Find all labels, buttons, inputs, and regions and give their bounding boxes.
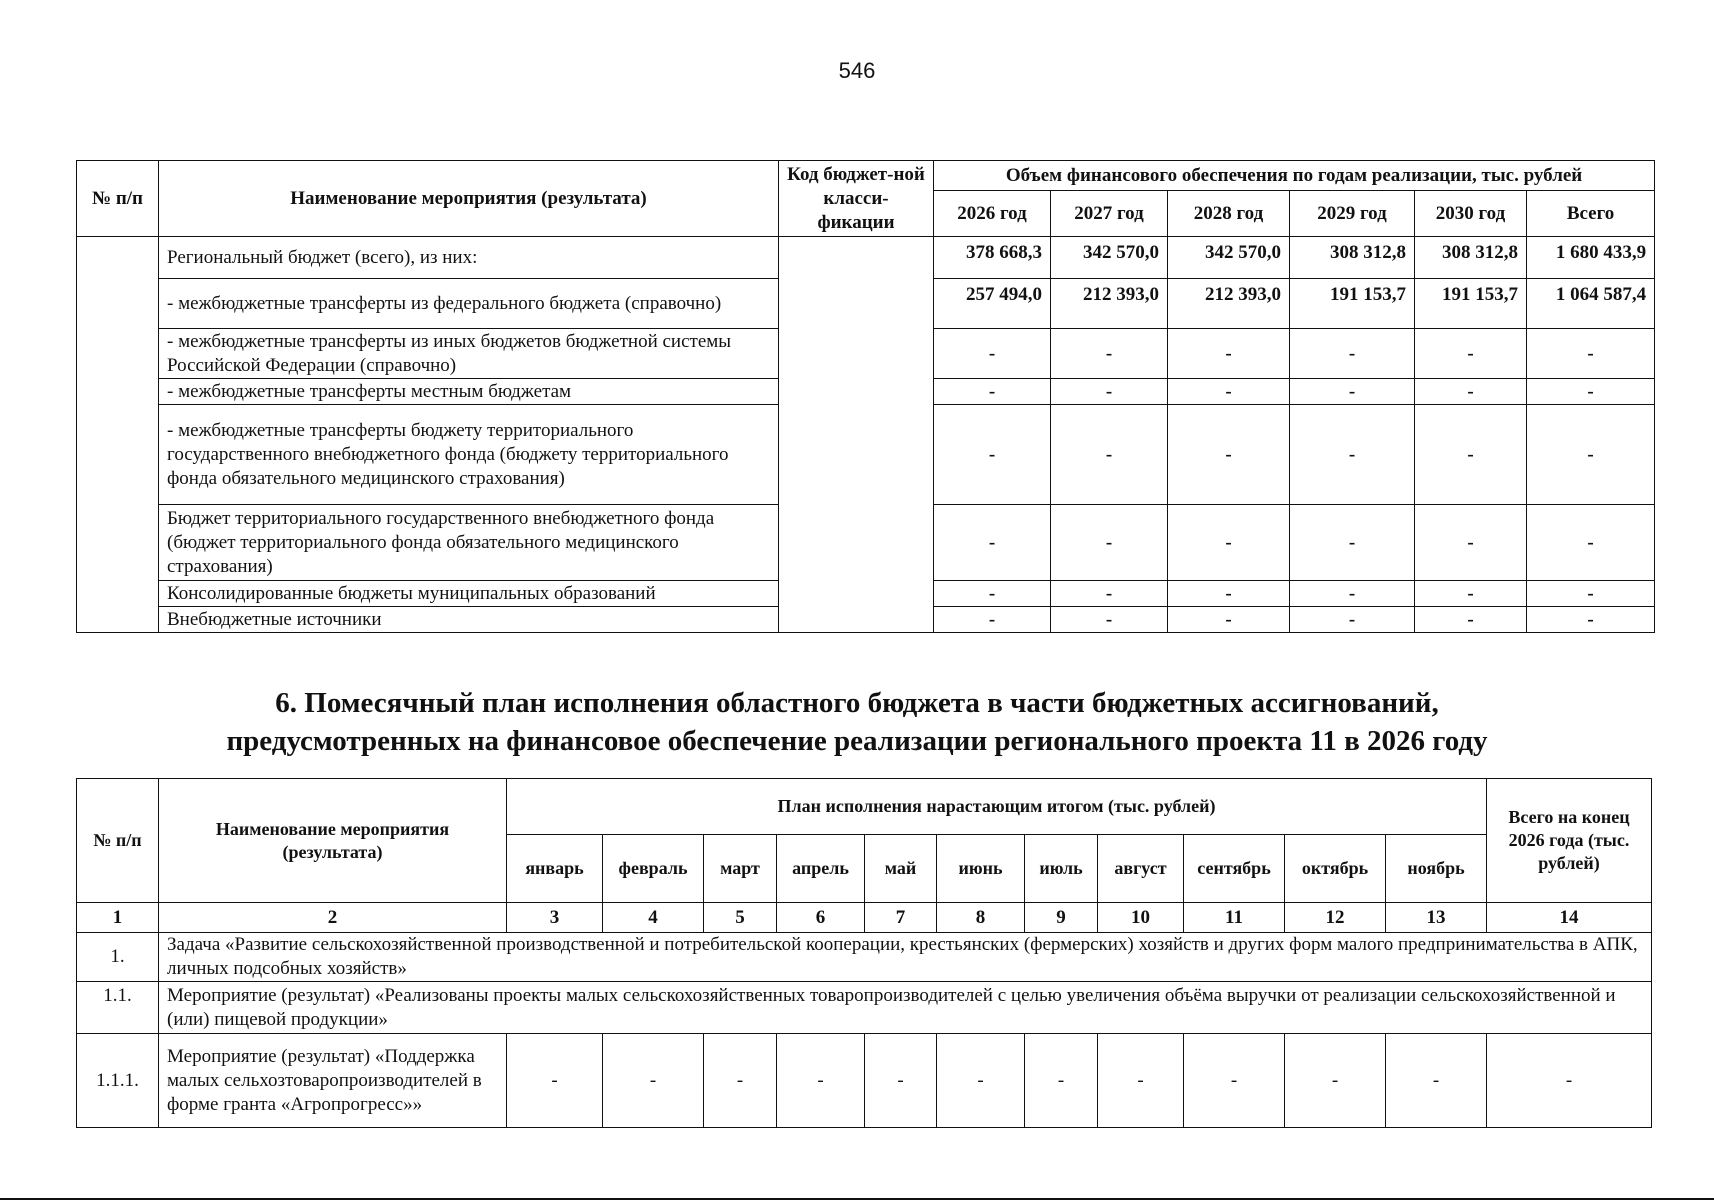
row-name: - межбюджетные трансферты бюджету территориального государственного внебюджетного фонда (бюджету территориального фонда обязательного медицинского страхования)	[159, 405, 779, 505]
value-cell: -	[934, 329, 1051, 379]
header-month: февраль	[603, 835, 704, 903]
value-cell: -	[1415, 581, 1527, 607]
task-row	[77, 933, 1652, 982]
value-cell: -	[1487, 1034, 1652, 1128]
value-cell: -	[507, 1034, 603, 1128]
value-cell: -	[1285, 1034, 1386, 1128]
header-year: 2027 год	[1051, 191, 1168, 237]
value-cell: -	[1527, 379, 1655, 405]
value-cell: -	[1527, 505, 1655, 581]
value-cell: 1 064 587,4	[1527, 279, 1655, 329]
value-cell: -	[777, 1034, 865, 1128]
value-cell: -	[1168, 505, 1290, 581]
header-name: Наименование мероприятия (результата)	[159, 161, 779, 237]
header-month: май	[865, 835, 937, 903]
value-cell: -	[1415, 607, 1527, 633]
header-volume: Объем финансового обеспечения по годам реализации, тыс. рублей	[934, 161, 1655, 191]
value-cell: -	[1168, 379, 1290, 405]
monthly-plan-table	[76, 778, 1652, 1128]
value-cell: 191 153,7	[1415, 279, 1527, 329]
header-month: сентябрь	[1184, 835, 1285, 903]
row-name: Бюджет территориального государственного внебюджетного фонда (бюджет территориального фонда обязательного медицинского страхования)	[159, 505, 779, 581]
column-number: 9	[1025, 903, 1098, 933]
value-cell: -	[1051, 329, 1168, 379]
value-cell: 308 312,8	[1290, 237, 1415, 279]
measure-row	[77, 982, 1652, 1034]
value-cell: 257 494,0	[934, 279, 1051, 329]
value-cell: -	[704, 1034, 777, 1128]
value-cell: -	[1168, 329, 1290, 379]
value-cell: -	[934, 505, 1051, 581]
value-cell: -	[865, 1034, 937, 1128]
value-cell: -	[1168, 607, 1290, 633]
header-year: 2029 год	[1290, 191, 1415, 237]
header-month: июль	[1025, 835, 1098, 903]
section-title-line2: предусмотренных на финансовое обеспечение реализации регионального проекта 11 в 2026 году	[226, 725, 1488, 757]
column-number: 5	[704, 903, 777, 933]
task-text: Задача «Развитие сельскохозяйственной производственной и потребительской кооперации, крестьянских (фермерских) хозяйств и других форм малого предпринимательства в АПК, личных подсобных хозяйств»	[159, 933, 1652, 982]
column-number: 13	[1386, 903, 1487, 933]
column-number: 11	[1184, 903, 1285, 933]
value-cell: -	[934, 379, 1051, 405]
header-code: Код бюджет-ной класси-фикации	[779, 161, 934, 237]
value-cell: -	[1527, 405, 1655, 505]
row-name: Консолидированные бюджеты муниципальных образований	[159, 581, 779, 607]
value-cell: -	[934, 607, 1051, 633]
header-year: 2030 год	[1415, 191, 1527, 237]
header-total: Всего на конец 2026 года (тыс. рублей)	[1487, 779, 1652, 903]
value-cell: -	[1527, 607, 1655, 633]
value-cell: -	[937, 1034, 1025, 1128]
value-cell: -	[1051, 505, 1168, 581]
value-cell: 191 153,7	[1290, 279, 1415, 329]
header-num: № п/п	[77, 161, 159, 237]
header-year: 2028 год	[1168, 191, 1290, 237]
value-cell: 308 312,8	[1415, 237, 1527, 279]
header-month: март	[704, 835, 777, 903]
value-cell: 212 393,0	[1051, 279, 1168, 329]
column-number: 14	[1487, 903, 1652, 933]
value-cell: -	[1168, 405, 1290, 505]
column-number: 2	[159, 903, 507, 933]
column-number: 1	[77, 903, 159, 933]
value-cell: -	[1051, 379, 1168, 405]
header-plan: План исполнения нарастающим итогом (тыс. рублей)	[507, 779, 1487, 835]
column-number: 7	[865, 903, 937, 933]
value-cell: -	[1290, 405, 1415, 505]
header-month: апрель	[777, 835, 865, 903]
column-number: 4	[603, 903, 704, 933]
page-number: 546	[838, 58, 876, 83]
value-cell: -	[1098, 1034, 1184, 1128]
value-cell: -	[1290, 607, 1415, 633]
row-name: Региональный бюджет (всего), из них:	[159, 237, 779, 279]
sub-measure-row	[77, 1034, 1652, 1128]
task-num: 1.	[77, 933, 159, 982]
header-num: № п/п	[77, 779, 159, 903]
header-month: август	[1098, 835, 1184, 903]
value-cell: -	[1290, 379, 1415, 405]
column-number-row	[77, 903, 1652, 933]
sub-measure-num: 1.1.1.	[77, 1034, 159, 1128]
value-cell: -	[1290, 505, 1415, 581]
value-cell: -	[1168, 581, 1290, 607]
value-cell: 378 668,3	[934, 237, 1051, 279]
value-cell: -	[934, 581, 1051, 607]
sub-measure-text: Мероприятие (результат) «Поддержка малых сельхозтоваропроизводителей в форме гранта «Агропрогресс»»	[159, 1034, 507, 1128]
value-cell: -	[1415, 505, 1527, 581]
value-cell: -	[1290, 329, 1415, 379]
measure-num: 1.1.	[77, 982, 159, 1034]
header-total: Всего	[1527, 191, 1655, 237]
value-cell: -	[1527, 329, 1655, 379]
code-cell-empty	[779, 237, 934, 633]
value-cell: -	[1184, 1034, 1285, 1128]
column-number: 12	[1285, 903, 1386, 933]
value-cell: -	[1527, 581, 1655, 607]
measure-text: Мероприятие (результат) «Реализованы проекты малых сельскохозяйственных товаропроизводителей с целью увеличения объёма выручки от реализации сельскохозяйственной и (или) пищевой продукции»	[159, 982, 1652, 1034]
value-cell: 212 393,0	[1168, 279, 1290, 329]
row-name: - межбюджетные трансферты из федерального бюджета (справочно)	[159, 279, 779, 329]
value-cell: 342 570,0	[1168, 237, 1290, 279]
row-name: - межбюджетные трансферты из иных бюджетов бюджетной системы Российской Федерации (справочно)	[159, 329, 779, 379]
value-cell: -	[1290, 581, 1415, 607]
column-number: 3	[507, 903, 603, 933]
value-cell: 342 570,0	[1051, 237, 1168, 279]
section-title-line1: 6. Помесячный план исполнения областного бюджета в части бюджетных ассигнований,	[275, 687, 1439, 719]
value-cell: -	[1415, 405, 1527, 505]
value-cell: -	[934, 405, 1051, 505]
value-cell: -	[603, 1034, 704, 1128]
value-cell: -	[1025, 1034, 1098, 1128]
section-title	[0, 684, 1714, 760]
value-cell: -	[1051, 607, 1168, 633]
header-month: ноябрь	[1386, 835, 1487, 903]
value-cell: -	[1415, 379, 1527, 405]
column-number: 10	[1098, 903, 1184, 933]
value-cell: -	[1386, 1034, 1487, 1128]
row-name: Внебюджетные источники	[159, 607, 779, 633]
num-cell-empty	[77, 237, 159, 633]
header-month: июнь	[937, 835, 1025, 903]
value-cell: 1 680 433,9	[1527, 237, 1655, 279]
value-cell: -	[1415, 329, 1527, 379]
value-cell: -	[1051, 405, 1168, 505]
header-month: январь	[507, 835, 603, 903]
value-cell: -	[1051, 581, 1168, 607]
column-number: 8	[937, 903, 1025, 933]
header-month: октябрь	[1285, 835, 1386, 903]
table-row	[77, 237, 1655, 279]
header-year: 2026 год	[934, 191, 1051, 237]
column-number: 6	[777, 903, 865, 933]
financing-table	[76, 160, 1655, 633]
header-name: Наименование мероприятия (результата)	[159, 779, 507, 903]
row-name: - межбюджетные трансферты местным бюджетам	[159, 379, 779, 405]
